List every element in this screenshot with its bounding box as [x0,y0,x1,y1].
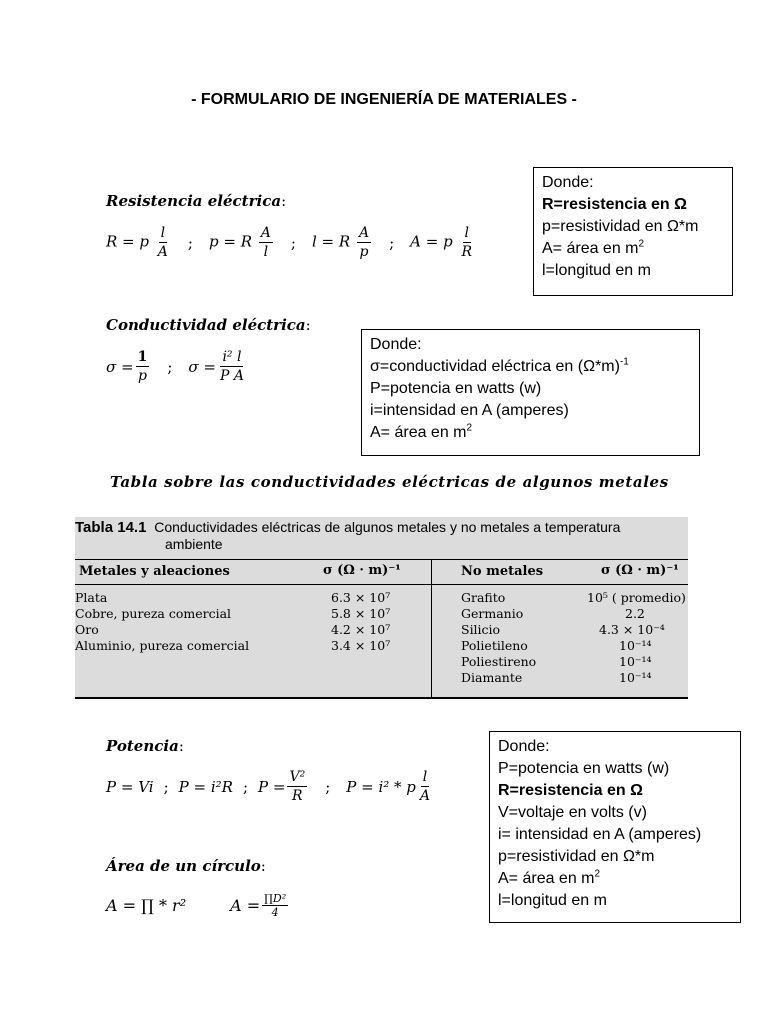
legend-intro: Donde: [498,738,550,755]
denominator: p [137,368,147,384]
denominator: A [157,244,168,260]
formula-lhs: σ = [188,357,216,376]
table-cell: 2.2 [625,606,645,621]
legend-line-text: A= área en m [498,870,595,887]
column-header: σ (Ω · m)⁻¹ [323,563,401,578]
fraction [357,224,371,261]
legend-line: P=potencia en watts (w) [498,760,670,777]
table-cell: 10⁵ ( promedio) [587,590,686,605]
formula-lhs: σ = [106,357,134,376]
area-heading-text: Área de un círculo [106,857,261,875]
colon: : [281,192,287,210]
column-header: No metales [461,564,544,579]
table-cell: Germanio [461,606,524,621]
legend-intro: Donde: [542,174,594,191]
conductividad-heading [106,316,311,334]
potencia-heading [106,737,184,755]
formula-a [410,224,476,261]
resistencia-legend-box [533,167,733,296]
formula: P = Vi [106,777,154,796]
denominator: R [461,244,473,260]
legend-line: i=intensidad en A (amperes) [370,402,569,419]
table-cell: Diamante [461,670,523,685]
formula-lhs: P = i² * p [346,777,416,796]
table-cell: 6.3 × 10⁷ [331,590,391,605]
legend-line [370,422,691,444]
table-cell: 10⁻¹⁴ [619,654,652,669]
table-cell: Aluminio, pureza comercial [75,638,250,653]
potencia-heading-text: Potencia [106,737,179,755]
table-cell: Cobre, pureza comercial [75,606,232,621]
table-caption [75,517,688,552]
formula-p [209,224,275,261]
legend-line-text: A= área en m [542,240,639,257]
legend-line [370,356,691,378]
legend-line: i= intensidad en A (amperes) [498,826,702,843]
denominator: A [419,788,431,804]
legend-intro: Donde: [370,336,422,353]
fraction [459,224,474,261]
column-header: σ (Ω · m)⁻¹ [601,563,679,578]
fraction [259,224,273,261]
legend-line: l=longitud en m [542,262,651,279]
legend-line [498,868,732,890]
tabla-heading: Tabla sobre las conductividades eléctricas de algunos metales [110,473,669,491]
table-cell: 4.2 × 10⁷ [331,622,391,637]
superscript: -1 [619,356,629,368]
denominator: P A [219,368,244,384]
table-divider [431,559,432,698]
superscript: 2 [594,868,601,880]
table-cell: 5.8 × 10⁷ [331,606,391,621]
denominator: R [292,788,303,804]
legend-line: l=longitud en m [498,892,607,909]
table-body [75,559,688,700]
separator: ; [242,777,249,796]
table-cell: Silicio [461,622,501,637]
potencia-legend-box [489,731,741,923]
denominator: p [359,244,369,260]
numerator: ∏D² [264,892,287,905]
table-label: Tabla 14.1 [75,519,147,536]
numerator: l [160,225,166,241]
area-heading [106,857,266,875]
superscript: 2 [466,422,473,434]
numerator: A [260,225,271,241]
table-cell: 4.3 × 10⁻⁴ [599,622,665,637]
table-cell: 10⁻¹⁴ [619,638,652,653]
resistencia-heading-text: Resistencia eléctrica [106,192,282,210]
fraction [136,348,150,385]
separator: ; [389,233,395,252]
conductivity-table [75,517,688,698]
legend-line: P=potencia en watts (w) [370,380,542,397]
formula-lhs: R = p [106,232,150,251]
formula-l [312,224,373,261]
conductividad-legend-box [361,329,700,456]
denominator: l [263,244,269,260]
formula-lhs: l = R [311,232,351,251]
table-bottom-rule [75,697,688,699]
colon: : [305,316,311,334]
table-caption-line: ambiente [165,536,223,552]
table-cell: Plata [75,590,108,605]
fraction [156,224,170,261]
resistencia-formulas [106,224,476,261]
numerator: l [464,225,469,241]
legend-line-text: σ=conductividad eléctrica en (Ω*m) [370,358,620,375]
fraction [287,768,307,805]
column-header: Metales y aleaciones [79,564,230,579]
legend-line: V=voltaje en volts (v) [498,804,647,821]
resistencia-heading [106,192,286,210]
table-cell: 10⁻¹⁴ [619,670,652,685]
table-caption-line: Conductividades eléctricas de algunos metales y no metales a temperatura [154,519,621,535]
colon: : [260,857,266,875]
separator: ; [290,233,296,252]
separator: ; [187,233,193,252]
formula: P = i²R [178,777,233,796]
separator: ; [325,777,331,796]
numerator: 1 [137,349,148,365]
fraction [218,348,246,385]
legend-line [542,238,724,260]
table-cell: Grafito [461,590,506,605]
area-formulas [106,892,290,919]
colon: : [178,737,184,755]
formula-lhs: p = R [208,232,252,251]
superscript: 2 [638,238,645,250]
separator: ; [163,777,169,796]
numerator: i² l [222,349,242,365]
page-title: - FORMULARIO DE INGENIERÍA DE MATERIALES - [191,91,577,108]
fraction [262,892,288,919]
table-cell: 3.4 × 10⁷ [331,638,391,653]
table-cell: Polietileno [461,638,528,653]
legend-line: p=resistividad en Ω*m [542,218,699,235]
legend-line-text: A= área en m [370,424,467,441]
table-cell: Poliestireno [461,654,537,669]
numerator: A [358,225,370,241]
formula-lhs: A = [230,896,261,915]
formula-lhs: P = [258,777,286,796]
numerator: V² [289,769,306,785]
legend-line: p=resistividad en Ω*m [498,848,655,865]
conductividad-formulas [106,348,248,385]
numerator: l [422,769,428,785]
legend-line: R=resistencia en Ω [542,196,687,213]
formula-r [106,224,172,261]
formula-lhs: A = p [410,232,453,251]
denominator: 4 [271,906,279,919]
legend-line: R=resistencia en Ω [498,782,643,799]
formula: A = ∏ * r² [106,896,187,915]
conductividad-heading-text: Conductividad eléctrica [106,316,306,334]
potencia-formulas [106,768,434,805]
separator: ; [167,357,173,376]
fraction [418,768,432,805]
table-cell: Oro [75,622,99,637]
